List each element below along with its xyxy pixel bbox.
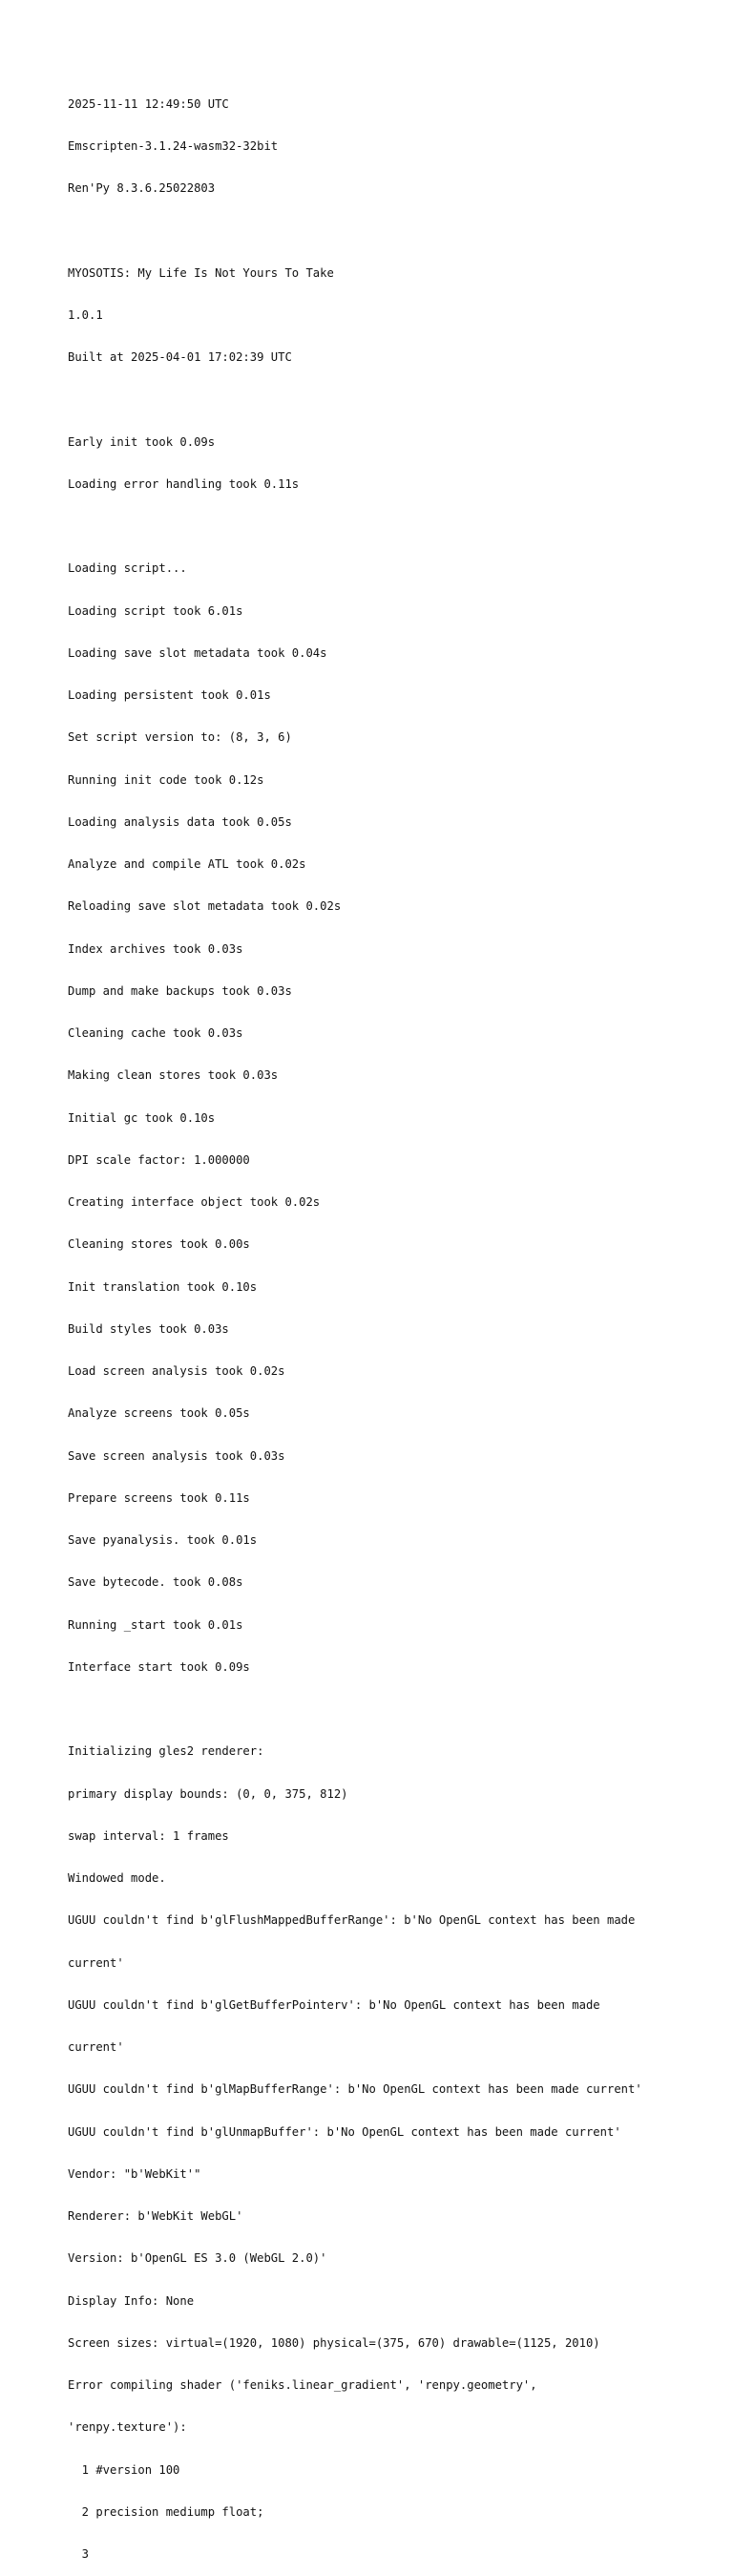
log-line: Built at 2025-04-01 17:02:39 UTC [68,350,292,364]
log-line: Loading script... [68,561,187,576]
log-line: 2 precision mediump float; [68,2504,264,2519]
log-line: Windowed mode. [68,1871,166,1885]
log-line: Interface start took 0.09s [68,1659,250,1674]
log-blank-line [68,1702,717,1717]
console-log [68,69,717,2576]
log-line: Load screen analysis took 0.02s [68,1364,285,1378]
log-line: Screen sizes: virtual=(1920, 1080) physical=(375, 670) drawable=(1125, 2010) [68,2335,600,2350]
log-line: Build styles took 0.03s [68,1321,229,1336]
log-line: MYOSOTIS: My Life Is Not Yours To Take [68,265,334,280]
log-line: UGUU couldn't find b'glFlushMappedBufferRange': b'No OpenGL context has been made [68,1913,636,1928]
log-line: 'renpy.texture'): [68,2420,187,2435]
log-line: Ren'Py 8.3.6.25022803 [68,181,216,195]
log-line: Error compiling shader ('feniks.linear_gradient', 'renpy.geometry', [68,2378,537,2392]
log-line: 1.0.1 [68,307,103,322]
log-line: UGUU couldn't find b'glMapBufferRange': b'No OpenGL context has been made current' [68,2082,642,2097]
log-blank-line [68,392,717,407]
log-line: Save pyanalysis. took 0.01s [68,1533,258,1547]
log-line: Analyze and compile ATL took 0.02s [68,857,306,871]
log-line: Running _start took 0.01s [68,1617,243,1632]
log-line: Set script version to: (8, 3, 6) [68,730,292,745]
log-line: Init translation took 0.10s [68,1279,258,1294]
log-line: Loading analysis data took 0.05s [68,814,292,829]
log-line: Early init took 0.09s [68,434,216,449]
log-line: Version: b'OpenGL ES 3.0 (WebGL 2.0)' [68,2251,327,2266]
log-line: UGUU couldn't find b'glGetBufferPointerv': b'No OpenGL context has been made [68,1997,600,2012]
log-line: 2025-11-11 12:49:50 UTC [68,96,229,111]
log-line: Creating interface object took 0.02s [68,1195,321,1209]
log-line: Save screen analysis took 0.03s [68,1448,285,1463]
log-line: Reloading save slot metadata took 0.02s [68,899,342,914]
log-line: Initial gc took 0.10s [68,1110,216,1125]
log-line: Dump and make backups took 0.03s [68,983,292,998]
log-line: Initializing gles2 renderer: [68,1744,264,1759]
log-line: Cleaning cache took 0.03s [68,1026,243,1040]
log-line: Save bytecode. took 0.08s [68,1575,243,1590]
log-line: Display Info: None [68,2293,195,2308]
log-line: current' [68,2040,124,2054]
log-line: Loading error handling took 0.11s [68,476,300,491]
log-line: Renderer: b'WebKit WebGL' [68,2209,243,2223]
log-line: current' [68,1955,124,1970]
log-line: swap interval: 1 frames [68,1828,229,1843]
log-line: Index archives took 0.03s [68,941,243,956]
log-line: Loading persistent took 0.01s [68,688,271,702]
log-line: Loading script took 6.01s [68,603,243,618]
log-line: Analyze screens took 0.05s [68,1406,250,1421]
log-line: primary display bounds: (0, 0, 375, 812) [68,1786,348,1801]
log-line: Loading save slot metadata took 0.04s [68,645,327,660]
log-line: 3 [68,2547,90,2561]
log-line: Vendor: "b'WebKit'" [68,2166,201,2181]
log-line: UGUU couldn't find b'glUnmapBuffer': b'No OpenGL context has been made current' [68,2124,621,2139]
log-blank-line [68,519,717,534]
log-line: Prepare screens took 0.11s [68,1490,250,1505]
log-line: Running init code took 0.12s [68,772,264,787]
log-blank-line [68,223,717,238]
log-line: Emscripten-3.1.24-wasm32-32bit [68,138,279,153]
log-line: DPI scale factor: 1.000000 [68,1152,250,1167]
log-line: Making clean stores took 0.03s [68,1068,279,1083]
log-line: 1 #version 100 [68,2462,180,2477]
log-line: Cleaning stores took 0.00s [68,1237,250,1252]
